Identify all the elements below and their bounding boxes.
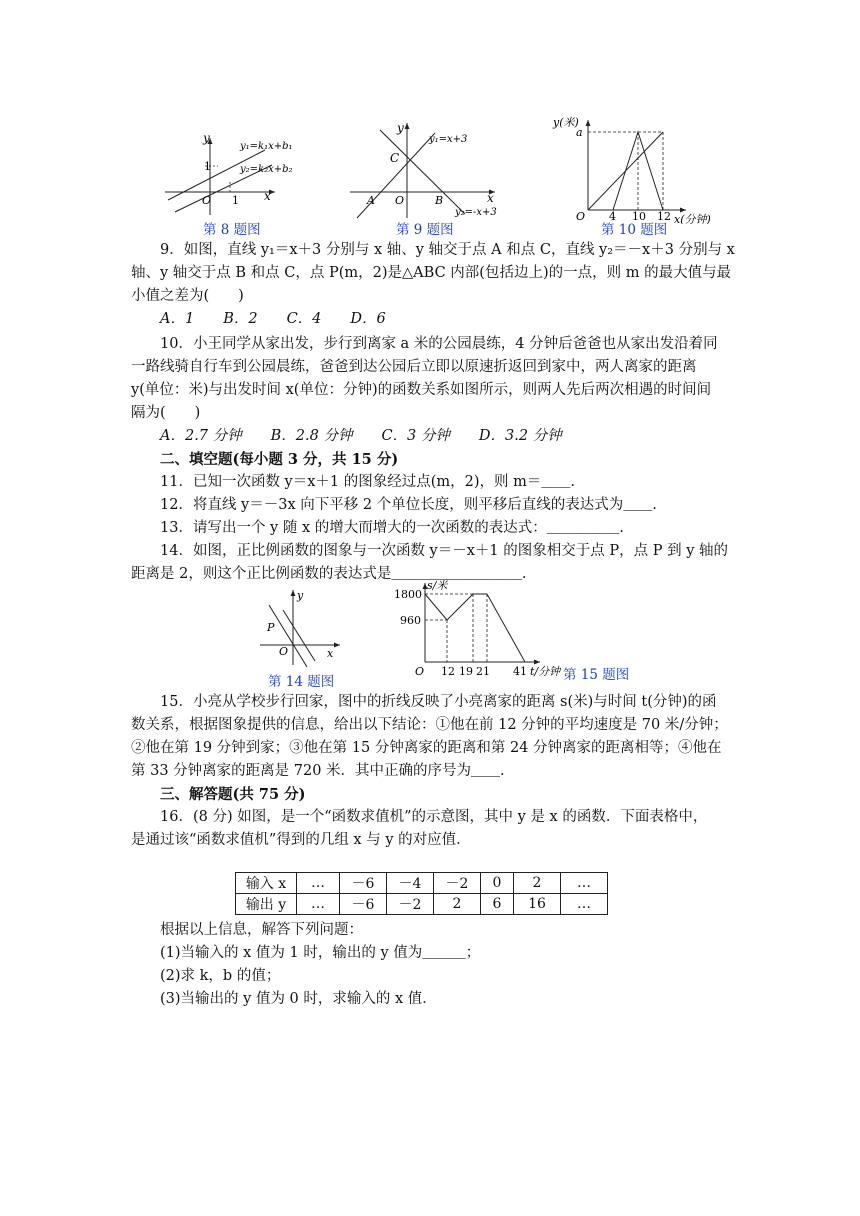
caption-fig15: 第 15 题图 bbox=[563, 667, 630, 683]
table-cell: 6 bbox=[481, 894, 514, 915]
table-cell: … bbox=[561, 873, 608, 894]
q16-part1: (1)当输入的 x 值为 1 时，输出的 y 值为＿＿＿； bbox=[160, 945, 481, 961]
q16-part3: (3)当输出的 y 值为 0 时，求输入的 x 值． bbox=[160, 991, 437, 1007]
table-cell: … bbox=[561, 894, 608, 915]
fig8-y-label: y bbox=[203, 131, 210, 145]
table-row bbox=[236, 873, 608, 894]
fig10-y-label: y(米) bbox=[553, 116, 579, 129]
table-cell: 输入 x bbox=[236, 873, 297, 894]
fig14-origin: O bbox=[279, 645, 289, 658]
table-cell: －2 bbox=[434, 873, 481, 894]
table-cell: … bbox=[297, 894, 340, 915]
q10-line3: y(单位：米)与出发时间 x(单位：分钟)的函数关系如图所示，则两人先后两次相遇的时间间 bbox=[131, 382, 712, 398]
q14-line1: 14．如图，正比例函数的图象与一次函数 y＝－x＋1 的图象相交于点 P，点 P 到 y 轴的 bbox=[160, 543, 729, 559]
q14-line2: 距离是 2，则这个正比例函数的表达式是＿＿＿＿＿＿＿＿＿. bbox=[131, 566, 527, 582]
table-cell: 输出 y bbox=[236, 894, 297, 915]
fig10-tick-a: a bbox=[576, 126, 583, 139]
table-cell: 2 bbox=[514, 873, 561, 894]
table-cell: －4 bbox=[387, 873, 434, 894]
fig9-point-c: C bbox=[390, 151, 400, 165]
q15-line4: 第 33 分钟离家的距离是 720 米．其中正确的序号为＿＿. bbox=[131, 763, 505, 779]
caption-fig9: 第 9 题图 bbox=[396, 222, 454, 238]
q10-line4: 隔为( ) bbox=[131, 405, 201, 421]
figure-10 bbox=[548, 112, 720, 224]
q10-line1: 10．小王同学从家出发，步行到离家 a 米的公园晨练，4 分钟后爸爸也从家出发沿着同 bbox=[160, 336, 718, 352]
caption-fig10: 第 10 题图 bbox=[601, 222, 668, 238]
fig8-origin: O bbox=[202, 194, 212, 207]
fig9-point-a: A bbox=[367, 194, 375, 207]
fig9-line1-label: y₁=x+3 bbox=[429, 134, 468, 145]
fig15-tick-960: 960 bbox=[400, 614, 421, 627]
fig15-tick-12: 12 bbox=[441, 665, 455, 678]
table-cell: －6 bbox=[340, 894, 387, 915]
table-row bbox=[236, 894, 608, 915]
table-cell: 2 bbox=[434, 894, 481, 915]
q16-line2: 是通过该“函数求值机”得到的几组 x 与 y 的对应值． bbox=[131, 832, 471, 848]
q9-line3: 小值之差为( ) bbox=[131, 288, 244, 304]
q16-instructions: 根据以上信息，解答下列问题： bbox=[160, 922, 363, 938]
fig15-tick-1800: 1800 bbox=[394, 588, 422, 601]
fig15-s-label: s/米 bbox=[427, 580, 448, 592]
fig15-tick-41: 41 bbox=[513, 665, 527, 678]
fig15-t-label: t/分钟 bbox=[530, 665, 561, 678]
fig15-tick-19: 19 bbox=[459, 665, 473, 678]
fig8-tick-1y: 1 bbox=[204, 160, 211, 173]
caption-fig14: 第 14 题图 bbox=[268, 674, 335, 690]
fig8-line1-label: y₁=k₁x+b₁ bbox=[240, 141, 293, 152]
table-cell: －6 bbox=[340, 873, 387, 894]
figure-9 bbox=[345, 118, 515, 222]
table-cell: … bbox=[297, 873, 340, 894]
q10-line2: 一路线骑自行车到公园晨练，爸爸到达公园后立即以原速折返回到家中，两人离家的距离 bbox=[131, 359, 697, 375]
fig15-origin: O bbox=[415, 665, 425, 678]
section-2-heading: 二、填空题(每小题 3 分，共 15 分) bbox=[160, 451, 399, 468]
fig14-point-p: P bbox=[267, 621, 275, 634]
fig14-y-label: y bbox=[297, 589, 304, 602]
section-3-heading: 三、解答题(共 75 分) bbox=[160, 786, 306, 803]
q16-line1: 16．(8 分) 如图，是一个“函数求值机”的示意图，其中 y 是 x 的函数．下面表格中， bbox=[160, 809, 708, 825]
q11: 11．已知一次函数 y＝x＋1 的图象经过点(m，2)，则 m＝＿＿. bbox=[160, 474, 576, 490]
figure-14 bbox=[255, 585, 345, 670]
q9-line2: 轴、y 轴交于点 B 和点 C，点 P(m，2)是△ABC 内部(包括边上)的一点，则 m 的最大值与最 bbox=[131, 265, 732, 281]
fig8-line2-label: y₂=k₂x+b₂ bbox=[240, 164, 293, 175]
fig9-point-b: B bbox=[435, 194, 444, 207]
fig9-y-label: y bbox=[397, 121, 404, 135]
fig10-tick-4: 4 bbox=[609, 210, 616, 223]
q10-choices: A．2.7 分钟 B．2.8 分钟 C．3 分钟 D．3.2 分钟 bbox=[160, 428, 562, 444]
q12: 12．将直线 y＝－3x 向下平移 2 个单位长度，则平移后直线的表达式为＿＿. bbox=[160, 497, 657, 513]
fig9-origin: O bbox=[395, 194, 405, 207]
table-cell: 0 bbox=[481, 873, 514, 894]
figure-15 bbox=[390, 580, 565, 680]
q9-choices: A．1 B．2 C．4 D．6 bbox=[160, 311, 386, 327]
table-cell: －2 bbox=[387, 894, 434, 915]
q16-part2: (2)求 k，b 的值； bbox=[160, 968, 281, 984]
q15-line1: 15．小亮从学校步行回家，图中的折线反映了小亮离家的距离 s(米)与时间 t(分钟)的函 bbox=[160, 694, 717, 710]
fig8-tick-1x: 1 bbox=[232, 194, 239, 207]
table-cell: 16 bbox=[514, 894, 561, 915]
figure-8 bbox=[160, 130, 300, 220]
fig9-line2-label: y₂=-x+3 bbox=[455, 207, 497, 218]
q15-line2: 数关系，根据图象提供的信息，给出以下结论：①他在前 12 分钟的平均速度是 70 米/分钟； bbox=[131, 717, 728, 733]
q13: 13．请写出一个 y 随 x 的增大而增大的一次函数的表达式：＿＿＿＿＿. bbox=[160, 520, 624, 536]
fig10-x-label: x(分钟) bbox=[674, 213, 711, 224]
fig15-tick-21: 21 bbox=[476, 665, 490, 678]
fig14-x-label: x bbox=[327, 647, 334, 660]
fig9-x-label: x bbox=[487, 191, 494, 205]
value-table bbox=[235, 872, 608, 915]
fig8-x-label: x bbox=[264, 189, 271, 203]
caption-fig8: 第 8 题图 bbox=[203, 222, 261, 238]
fig10-origin: O bbox=[576, 210, 586, 223]
fig10-tick-12: 12 bbox=[657, 210, 671, 223]
fig10-tick-10: 10 bbox=[632, 210, 646, 223]
q9-line1: 9．如图，直线 y₁＝x＋3 分别与 x 轴、y 轴交于点 A 和点 C，直线 y₂＝－x＋3 分别与 x bbox=[160, 242, 735, 258]
q15-line3: ②他在第 19 分钟到家；③他在第 15 分钟离家的距离和第 24 分钟离家的距离相等；④他在 bbox=[131, 740, 722, 756]
